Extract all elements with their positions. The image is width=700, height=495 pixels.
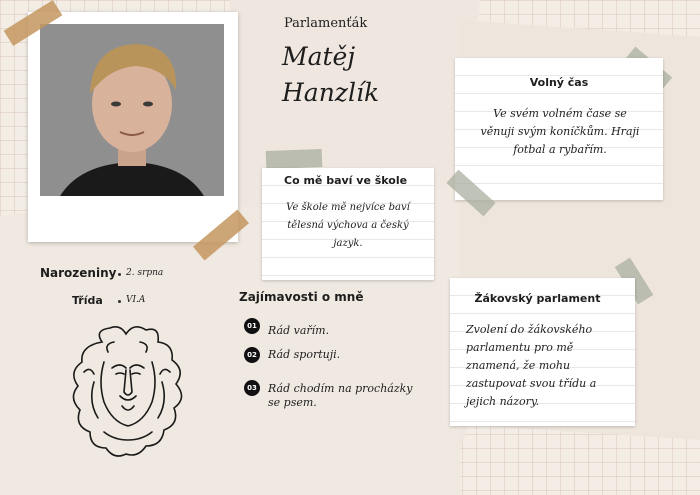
parliament-text: Zvolení do žákovského parlamentu pro mě znamená, že mohu zastupovat svou třídu a jejich názory.	[466, 323, 597, 408]
portrait-photo	[40, 24, 224, 196]
class-bullet	[118, 300, 121, 303]
photo-frame	[28, 12, 238, 242]
fact-number-1: 01	[244, 318, 260, 334]
tape-school	[266, 149, 323, 169]
fact-text-2: Rád sportuji.	[268, 348, 341, 361]
role-label: Parlamenťák	[284, 16, 368, 31]
birthday-bullet	[118, 273, 121, 276]
fact-number-2: 02	[244, 347, 260, 363]
free-time-note	[455, 58, 663, 200]
school-note	[262, 168, 434, 280]
lion-drawing-icon	[64, 322, 190, 462]
class-label: Třída	[72, 294, 103, 307]
fact-text-1: Rád vařím.	[268, 324, 330, 337]
fact-text-3: Rád chodím na procházky se psem.	[268, 382, 413, 409]
free-time-text: Ve svém volném čase se věnuji svým koníčkům. Hraji fotbal a rybařím.	[480, 107, 640, 156]
class-value: VI.A	[126, 295, 146, 305]
parliament-title: Žákovský parlament	[474, 292, 601, 305]
first-name: Matěj	[282, 42, 356, 71]
last-name: Hanzlík	[282, 78, 380, 107]
school-text: Ve škole mě nejvíce baví tělesná výchova a český jazyk.	[286, 202, 410, 249]
fact-number-3: 03	[244, 380, 260, 396]
birthday-label: Narozeniny	[40, 266, 117, 280]
facts-title: Zajímavosti o mně	[239, 290, 364, 304]
birthday-value: 2. srpna	[126, 268, 164, 278]
free-time-title: Volný čas	[529, 76, 589, 89]
parliament-note	[450, 278, 635, 426]
school-title: Co mě baví ve škole	[284, 174, 408, 187]
